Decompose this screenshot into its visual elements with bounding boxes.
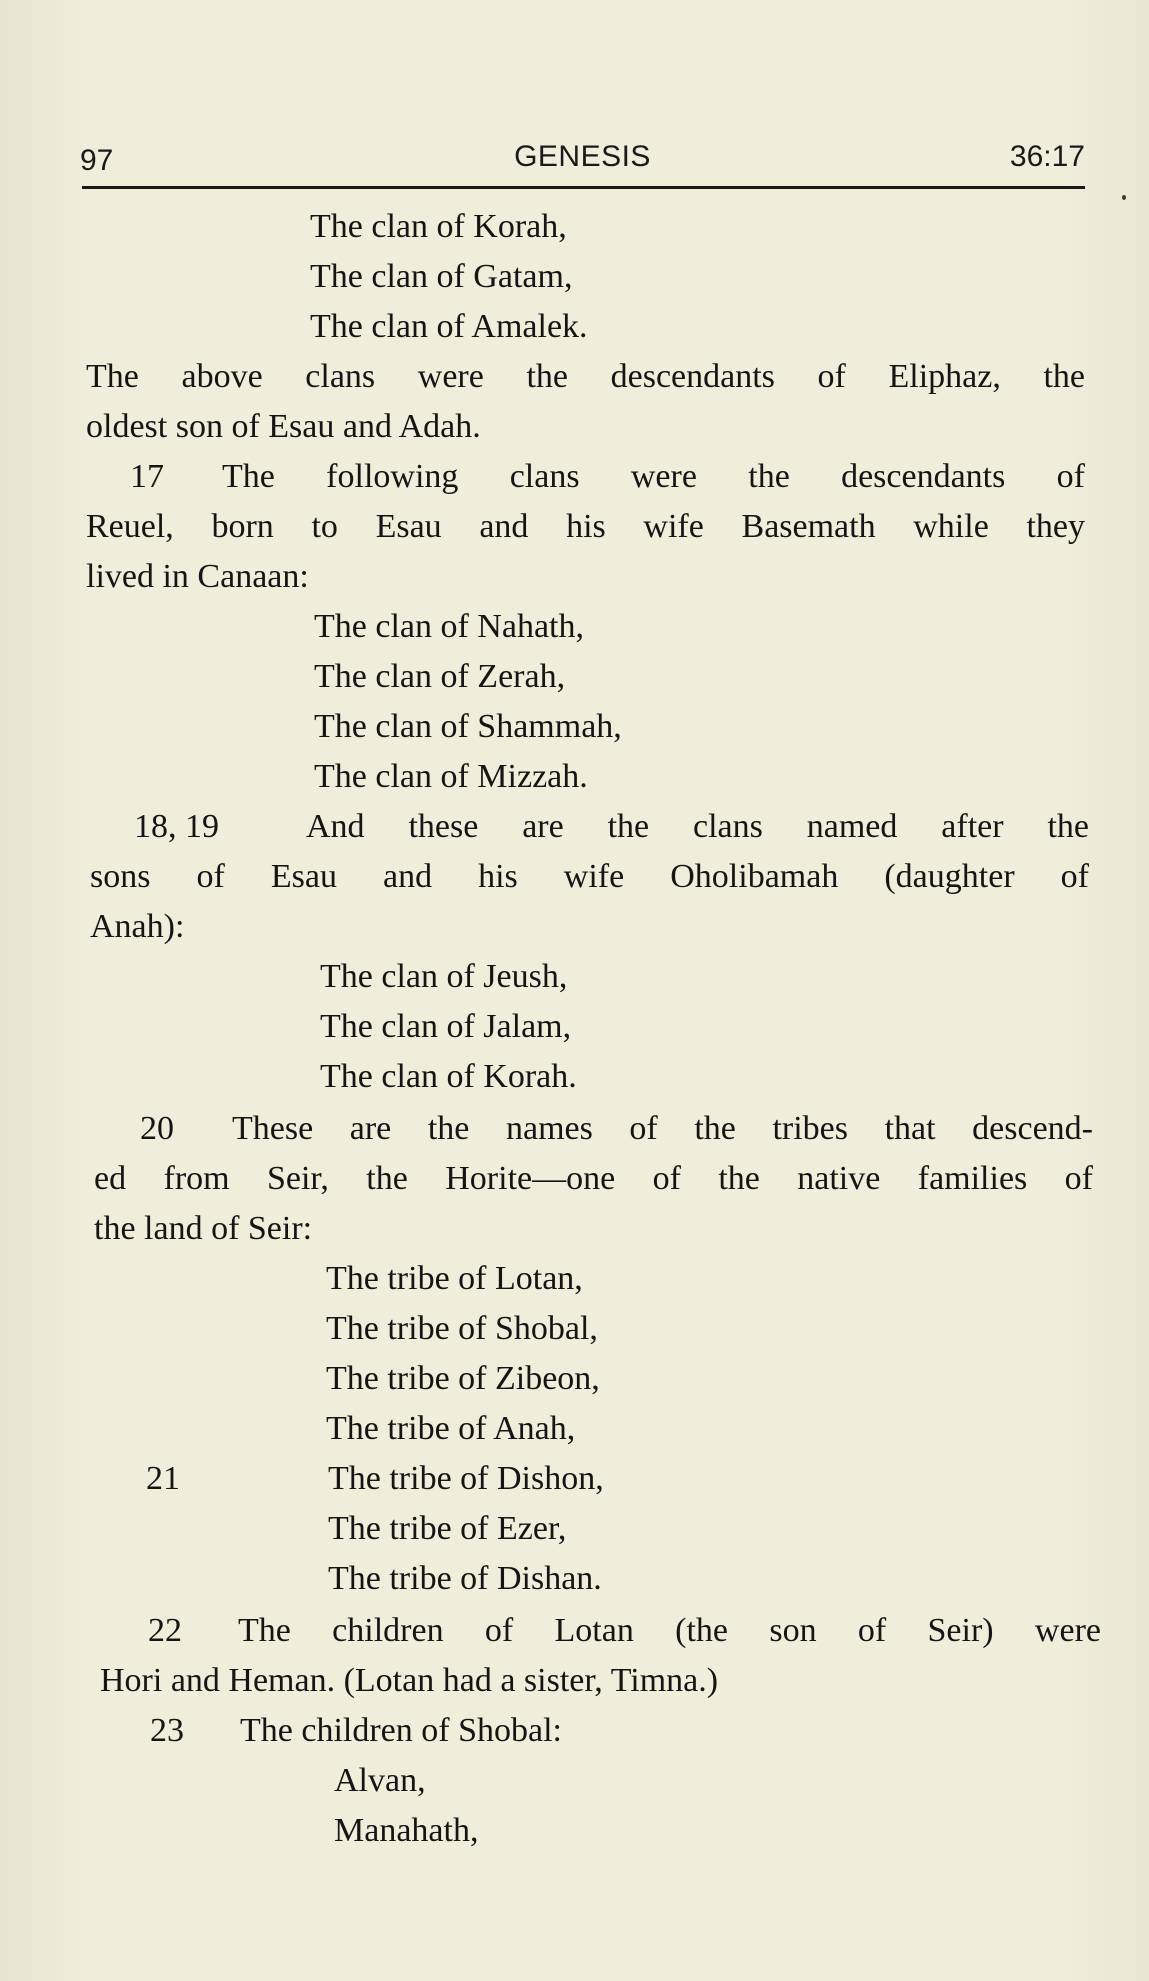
paragraph-line: Reuel, born to Esau and his wife Basemath while they — [86, 508, 1085, 545]
paragraph-line: Hori and Heman. (Lotan had a sister, Timna.) — [100, 1662, 719, 1699]
list-item: The tribe of Anah, — [326, 1410, 576, 1447]
list-item: The clan of Korah, — [310, 208, 567, 245]
paragraph-line: sons of Esau and his wife Oholibamah (daughter of — [90, 858, 1089, 895]
paragraph-line: And these are the clans named after the — [306, 808, 1089, 845]
header-rule — [82, 186, 1085, 189]
verse-number: 23 — [150, 1712, 184, 1749]
ink-speck — [1122, 195, 1126, 200]
paragraph-line: oldest son of Esau and Adah. — [86, 408, 481, 445]
verse-number: 21 — [146, 1460, 180, 1497]
list-item: The tribe of Zibeon, — [326, 1360, 600, 1397]
paragraph-line: Anah): — [90, 908, 185, 945]
paragraph-line: lived in Canaan: — [86, 558, 309, 595]
verse-number: 18, 19 — [134, 808, 219, 845]
list-item: The tribe of Lotan, — [326, 1260, 583, 1297]
list-item: Manahath, — [334, 1812, 479, 1849]
verse-number: 17 — [130, 458, 164, 495]
list-item: The clan of Shammah, — [314, 708, 622, 745]
verse-number: 20 — [140, 1110, 174, 1147]
page-number: 97 — [80, 144, 114, 177]
list-item: The clan of Zerah, — [314, 658, 566, 695]
chapter-verse-reference: 36:17 — [1009, 140, 1085, 173]
list-item: The tribe of Ezer, — [328, 1510, 567, 1547]
paragraph-line: These are the names of the tribes that descend- — [232, 1110, 1093, 1147]
book-title: GENESIS — [514, 140, 651, 173]
list-item: The clan of Nahath, — [314, 608, 584, 645]
list-item: The tribe of Shobal, — [326, 1310, 598, 1347]
list-item: The tribe of Dishon, — [328, 1460, 604, 1497]
list-item: The clan of Gatam, — [310, 258, 573, 295]
paragraph-line: ed from Seir, the Horite—one of the native families of — [94, 1160, 1093, 1197]
paragraph-line: the land of Seir: — [94, 1210, 313, 1247]
paragraph-line: The children of Lotan (the son of Seir) were — [238, 1612, 1101, 1649]
list-item: The clan of Mizzah. — [314, 758, 588, 795]
list-item: Alvan, — [334, 1762, 426, 1799]
paragraph-line: The children of Shobal: — [240, 1712, 562, 1749]
paragraph-line: The following clans were the descendants of — [222, 458, 1085, 495]
verse-number: 22 — [148, 1612, 182, 1649]
list-item: The clan of Amalek. — [310, 308, 588, 345]
list-item: The clan of Korah. — [320, 1058, 577, 1095]
list-item: The clan of Jeush, — [320, 958, 568, 995]
list-item: The clan of Jalam, — [320, 1008, 572, 1045]
list-item: The tribe of Dishan. — [328, 1560, 602, 1597]
paragraph-line: The above clans were the descendants of Eliphaz, the — [86, 358, 1085, 395]
